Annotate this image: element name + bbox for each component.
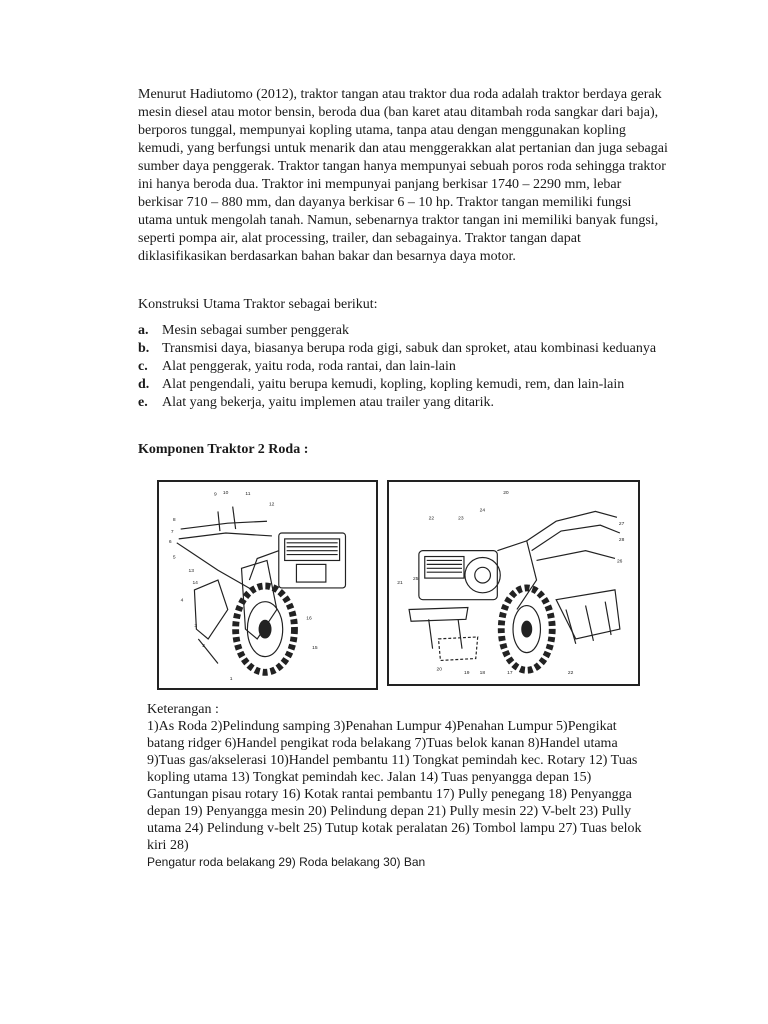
fig1-label: 16 [306,616,312,622]
list-text: Alat pengendali, yaitu berupa kemudi, kopling, kopling kemudi, rem, dan lain-lain [162,377,625,392]
list-item [138,376,683,394]
list-item [138,394,683,412]
fig2-label: 26 [616,559,623,565]
fig1-label: 2 [202,643,206,649]
fig1-label: 15 [312,645,318,651]
fig1-label: 14 [192,581,198,587]
fig1-label: 9 [214,492,217,498]
fig2-label: 28 [618,537,625,543]
tractor-drawing-left [159,482,376,688]
fig1-label: 13 [188,569,194,575]
tractor-figure-left [157,480,378,690]
fig2-label: 27 [618,522,625,528]
fig2-label: 19 [463,671,470,677]
fig2-label: 20 [436,667,442,673]
components-heading: Komponen Traktor 2 Roda : [138,442,309,457]
keterangan-text: 1)As Roda 2)Pelindung samping 3)Penahan Lumpur 4)Penahan Lumpur 5)Pengikat batang ridger 6)Handel pengikat roda belakang 7)Tuas belok kanan 8)Handel utama 9)Tuas gas/akselerasi 10)Handel pembantu 11) Tongkat pemindah kec. Rotary 12) Tuas kopling utama 13) Tongkat pemindah kec. Jalan 14) Tuas penyangga depan 15) Gantungan pisau rotary 16) Kotak rantai pembantu 17) Pully penegang 18) Penyangga depan 19) Penyangga mesin 20) Pelindung depan 21) Pully mesin 22) V-belt 23) Pully utama 24) Pelindung v-belt 25) Tutup kotak peralatan 26) Tombol lampu 27) Tuas belok kiri 28) [147,719,642,853]
fig2-label: 24 [479,508,486,514]
list-marker: d. [138,377,150,392]
list-marker: c. [138,359,148,374]
fig1-label: 11 [245,491,251,497]
keterangan-last-line: Pengatur roda belakang 29) Roda belakang 30) Ban [147,855,426,869]
tractor-drawing-right [389,482,638,684]
fig1-label: 8 [172,518,176,524]
fig2-label: 20 [503,490,509,496]
list-item [138,340,683,358]
list-marker: e. [138,395,148,410]
fig2-label: 17 [507,671,513,677]
keterangan-title: Keterangan : [147,702,219,717]
konstruksi-list [138,322,683,412]
intro-paragraph: Menurut Hadiutomo (2012), traktor tangan atau traktor dua roda adalah traktor berdaya gerak mesin diesel atau motor bensin, beroda dua (ban karet atau ditambah roda sangkar dari baja), berporos tunggal, mempunyai kopling utama, tanpa atau dengan menggunakan kopling kemudi, yang berfungsi untuk menarik dan atau menggerakkan alat pertanian dan juga sebagai sumber daya penggerak. Traktor tangan hanya mempunyai sebuah poros roda sehingga traktor ini hanya beroda dua. Traktor ini mempunyai panjang berkisar 1740 – 2290 mm, lebar berkisar 710 – 880 mm, dan dayanya berkisar 6 – 10 hp. Traktor tangan memiliki fungsi utama untuk mengolah tanah. Namun, sebenarnya traktor tangan ini memiliki banyak fungsi, seperti pompa air, alat processing, trailer, dan sebagainya. Traktor tangan dapat diklasifikasikan berdasarkan bahan bakar dan besarnya daya motor. [138,87,668,264]
fig1-label: 6 [168,539,172,545]
list-text: Alat penggerak, yaitu roda, roda rantai, dan lain-lain [162,359,456,374]
fig2-label: 22 [567,671,574,677]
fig2-label: 23 [458,516,464,522]
fig1-label: 4 [180,598,184,604]
tractor-figure-right [387,480,640,686]
keterangan-block [147,701,647,871]
fig2-label: 18 [479,671,486,677]
list-item [138,322,683,340]
fig2-label: 25 [412,577,419,583]
konstruksi-intro: Konstruksi Utama Traktor sebagai berikut: [138,297,378,312]
list-marker: a. [138,323,149,338]
fig1-label: 12 [268,502,275,508]
fig1-label: 3 [194,624,198,630]
list-text: Transmisi daya, biasanya berupa roda gigi, sabuk dan sproket, atau kombinasi keduanya [162,341,657,356]
fig2-label: 22 [428,516,435,522]
fig1-label: 7 [170,530,174,536]
fig1-label: 10 [222,490,229,496]
list-text: Alat yang bekerja, yaitu implemen atau trailer yang ditarik. [162,395,494,410]
fig2-label: 21 [397,580,403,586]
fig1-label: 1 [229,677,233,683]
fig1-label: 5 [172,555,176,561]
list-text: Mesin sebagai sumber penggerak [162,323,349,338]
list-item [138,358,683,376]
list-marker: b. [138,341,150,356]
